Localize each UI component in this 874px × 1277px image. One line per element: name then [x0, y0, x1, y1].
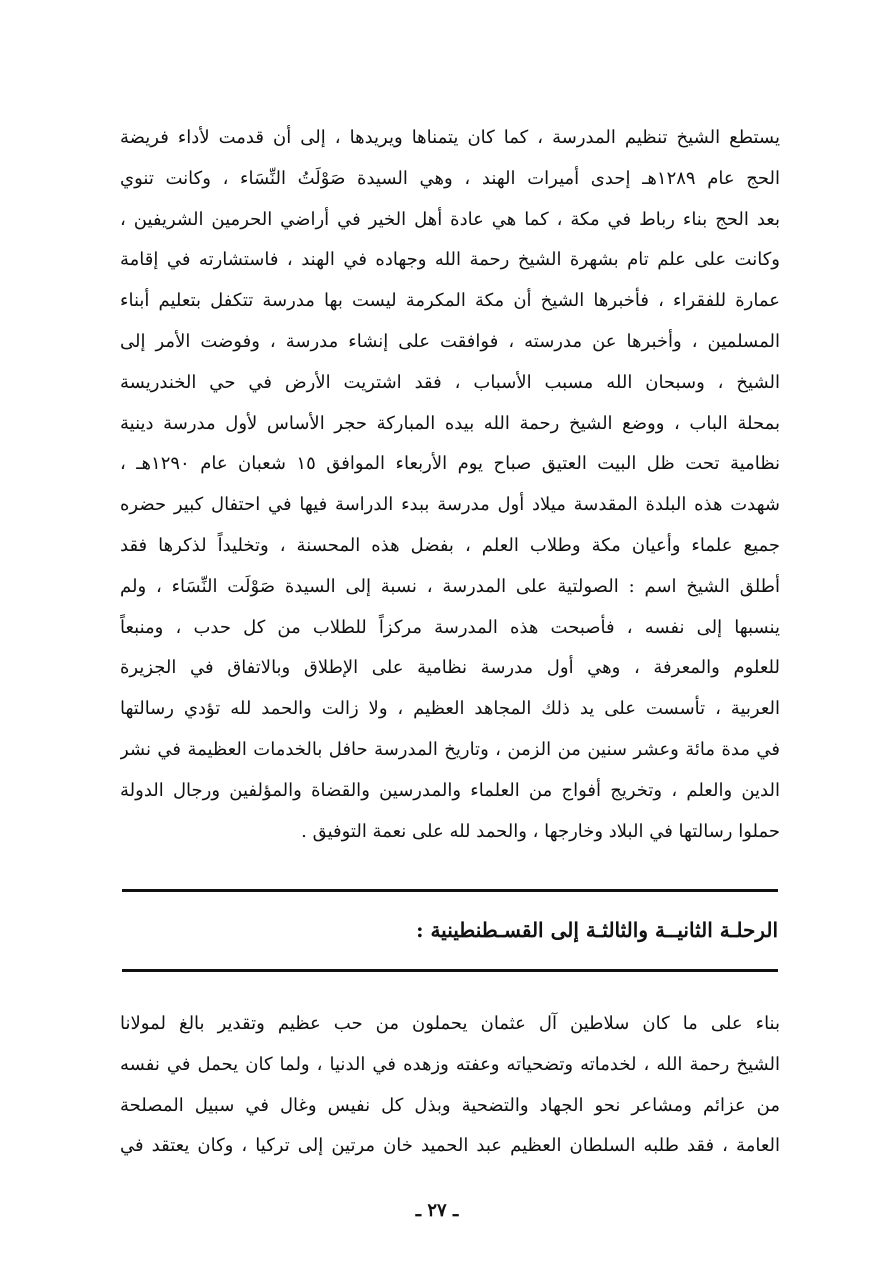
paragraph-main	[120, 118, 780, 852]
text-line: بناء على ما كان سلاطين آل عثمان يحملون من حب عظيم وتقدير بالغ لمولانا	[120, 1013, 780, 1034]
section-heading: الرحلـة الثانيــة والثالثـة إلى القسـطنطينية :	[416, 918, 778, 942]
text-line: الشيخ رحمة الله ، لخدماته وتضحياته وعفته وزهده في الدنيا ، ولما كان يحمل في نفسه	[120, 1053, 780, 1075]
text-line: العامة ، فقد طلبه السلطان العظيم عبد الحميد خان مرتين إلى تركيا ، وكان يعتقد في	[120, 1135, 780, 1157]
paragraph-second	[120, 1004, 780, 1167]
text-line: عمارة للفقراء ، فأخبرها الشيخ أن مكة المكرمة ليست بها مدرسة تتكفل بتعليم أبناء	[120, 290, 780, 312]
text-line: في مدة مائة وعشر سنين من الزمن ، وتاريخ المدرسة حافل بالخدمات العظيمة في نشر	[120, 738, 780, 760]
text-line: حملوا رسالتها في البلاد وخارجها ، والحمد لله على نعمة التوفيق .	[301, 820, 780, 842]
text-line: من عزائم ومشاعر نحو الجهاد والتضحية وبذل كل نفيس وغال في سبيل المصلحة	[120, 1094, 780, 1116]
text-line: الحج عام ١٢٨٩هـ إحدى أميرات الهند ، وهي السيدة صَوْلَتُ النِّسَاء ، وكانت تنوي	[120, 167, 780, 189]
page-number: ـ ٢٧ ـ	[415, 1200, 459, 1221]
text-line: ينسبها إلى نفسه ، فأصبحت هذه المدرسة مركزاً للطلاب من كل حدب ، ومنبعاً	[120, 616, 780, 638]
text-line: بعد الحج بناء رباط في مكة ، كما هي عادة أهل الخير في أراضي الحرمين الشريفين ،	[120, 208, 780, 230]
section-divider-top	[122, 889, 778, 892]
text-line: يستطع الشيخ تنظيم المدرسة ، كما كان يتمناها ويريدها ، إلى أن قدمت لأداء فريضة	[120, 127, 780, 148]
text-line: بمحلة الباب ، ووضع الشيخ رحمة الله بيده المباركة حجر الأساس لأول مدرسة دينية	[120, 412, 780, 434]
text-line: جميع علماء وأعيان مكة وطلاب العلم ، بفضل هذه المحسنة ، وتخليداً لذكرها فقد	[120, 534, 780, 556]
text-line: الدين والعلم ، وتخريج أفواج من العلماء والمدرسين والقضاة والمؤلفين ورجال الدولة	[120, 779, 780, 801]
text-line: العربية ، تأسست على يد ذلك المجاهد العظيم ، ولا زالت والحمد لله تؤدي رسالتها	[120, 698, 780, 720]
text-line: المسلمين ، وأخبرها عن مدرسته ، فوافقت على إنشاء مدرسة ، وفوضت الأمر إلى	[120, 330, 780, 352]
section-divider-bottom	[122, 969, 778, 972]
text-line: نظامية تحت ظل البيت العتيق صباح يوم الأربعاء الموافق ١٥ شعبان عام ١٢٩٠هـ ،	[120, 453, 780, 475]
text-line: للعلوم والمعرفة ، وهي أول مدرسة نظامية على الإطلاق وبالاتفاق في الجزيرة	[120, 657, 780, 679]
text-line: الشيخ ، وسبحان الله مسبب الأسباب ، فقد اشتريت الأرض في حي الخندريسة	[120, 371, 780, 393]
text-line: وكانت على علم تام بشهرة الشيخ رحمة الله وجهاده في الهند ، فاستشارته في إقامة	[120, 249, 780, 271]
text-line: أطلق الشيخ اسم : الصولتية على المدرسة ، نسبة إلى السيدة صَوْلَت النِّسَاء ، ولم	[120, 575, 780, 597]
text-line: شهدت هذه البلدة المقدسة ميلاد أول مدرسة ببدء الدراسة فيها في احتفال كبير حضره	[120, 494, 780, 516]
